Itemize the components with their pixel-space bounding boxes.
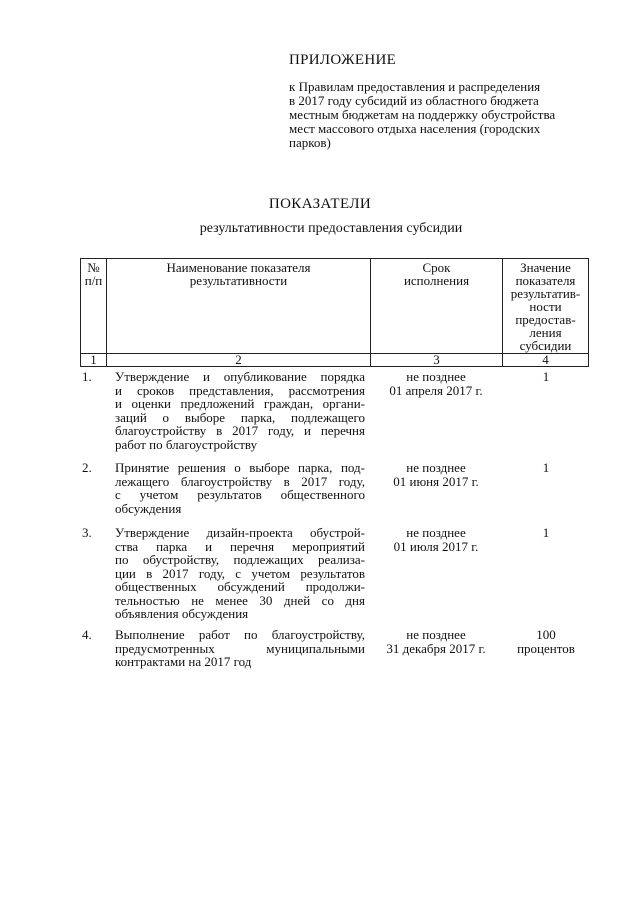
header-text: Срок — [422, 260, 451, 275]
indicator-line: Принятие решения о выборе парка, под- — [115, 460, 365, 475]
header-text: п/п — [84, 273, 103, 288]
value-line: 1 — [542, 369, 550, 384]
indicator-name — [115, 526, 365, 621]
indicator-line: объявления обсуждения — [115, 606, 249, 621]
document-subtitle: результативности предоставления субсидии — [199, 221, 463, 236]
indicator-line: заций о выборе парка, подлежащего — [115, 409, 365, 425]
header-text: № — [87, 260, 100, 275]
header-text: ности — [529, 299, 562, 314]
indicator-value — [504, 628, 588, 655]
indicator-line: Выполнение работ по благоустройству, — [115, 627, 365, 642]
value-line: 1 — [542, 525, 550, 540]
column-number: 2 — [107, 354, 371, 367]
row-number: 4. — [82, 627, 92, 642]
header-text: Наименование показателя — [166, 260, 311, 275]
value-line: процентов — [517, 640, 575, 656]
column-number-row — [81, 354, 589, 367]
row-number: 2. — [82, 460, 92, 475]
column-number: 4 — [503, 354, 589, 367]
indicator-line: лежащего благоустройству в 2017 году, — [115, 473, 365, 489]
header-number — [81, 259, 107, 354]
indicator-line: общественных обсуждений продолжи- — [115, 579, 365, 594]
value-line: 1 — [542, 460, 550, 475]
appendix-line: парков) — [289, 135, 331, 150]
indicator-line: с учетом результатов общественного — [115, 487, 365, 502]
execution-term — [372, 628, 500, 655]
indicator-value — [504, 526, 588, 540]
term-line: не позднее — [406, 525, 466, 540]
term-line: не позднее — [406, 460, 466, 475]
appendix-line: местным бюджетам на поддержку обустройства — [289, 107, 556, 122]
table-header-row — [81, 259, 589, 354]
header-text: ления — [529, 325, 562, 340]
term-line: не позднее — [406, 627, 466, 642]
column-number: 3 — [371, 354, 503, 367]
indicator-line: Утверждение дизайн-проекта обустрой- — [115, 525, 365, 540]
indicator-line: по обустройству, подлежащих реализа- — [115, 552, 365, 567]
header-text: предостав- — [515, 312, 576, 327]
header-text: Значение — [520, 260, 571, 275]
execution-term — [372, 461, 500, 488]
indicator-line: Утверждение и опубликование порядка — [115, 369, 365, 384]
execution-term — [372, 370, 500, 397]
indicator-line: тельностью не менее 30 дней со дня — [115, 592, 365, 608]
appendix-line: в 2017 году субсидий из областного бюджета — [289, 93, 539, 108]
header-value — [503, 259, 589, 354]
term-line: не позднее — [406, 369, 466, 384]
term-line: 01 апреля 2017 г. — [389, 382, 483, 398]
indicator-name — [115, 628, 365, 669]
row-number: 1. — [82, 369, 92, 384]
indicators-table-header — [80, 258, 589, 367]
header-term — [371, 259, 503, 354]
indicator-line: и сроков представления, рассмотрения — [115, 382, 365, 398]
header-text: исполнения — [403, 273, 470, 288]
indicator-line: ства парка и перечня мероприятий — [115, 538, 365, 554]
appendix-line: к Правилам предоставления и распределения — [289, 79, 541, 94]
indicator-value — [504, 370, 588, 384]
column-number: 1 — [81, 354, 107, 367]
appendix-line: мест массового отдыха населения (городских — [289, 121, 541, 136]
indicator-line: и оценки предложений граждан, органи- — [115, 396, 365, 411]
indicator-line: контрактами на 2017 год — [115, 654, 252, 669]
header-indicator-name — [107, 259, 371, 354]
term-line: 01 июня 2017 г. — [393, 473, 479, 489]
indicator-line: работ по благоустройству — [115, 436, 258, 452]
header-text: результатив- — [510, 286, 581, 301]
document-title: ПОКАЗАТЕЛИ — [268, 196, 372, 212]
header-text: результативности — [189, 273, 288, 288]
header-text: показателя — [515, 273, 576, 288]
indicator-value — [504, 461, 588, 475]
execution-term — [372, 526, 500, 553]
appendix-text — [289, 80, 589, 150]
indicator-line: обсуждения — [115, 500, 182, 516]
term-line: 31 декабря 2017 г. — [386, 640, 486, 656]
header-text: субсидии — [519, 338, 572, 353]
appendix-title: ПРИЛОЖЕНИЕ — [289, 52, 397, 68]
indicator-name — [115, 370, 365, 451]
term-line: 01 июля 2017 г. — [393, 538, 479, 554]
indicator-line: предусмотренных муниципальными — [115, 640, 365, 656]
value-line: 100 — [536, 627, 556, 642]
indicator-line: ции в 2017 году, с учетом результатов — [115, 565, 365, 581]
indicator-line: благоустройству в 2017 году, и перечня — [115, 423, 365, 438]
indicator-name — [115, 461, 365, 515]
row-number: 3. — [82, 525, 92, 540]
